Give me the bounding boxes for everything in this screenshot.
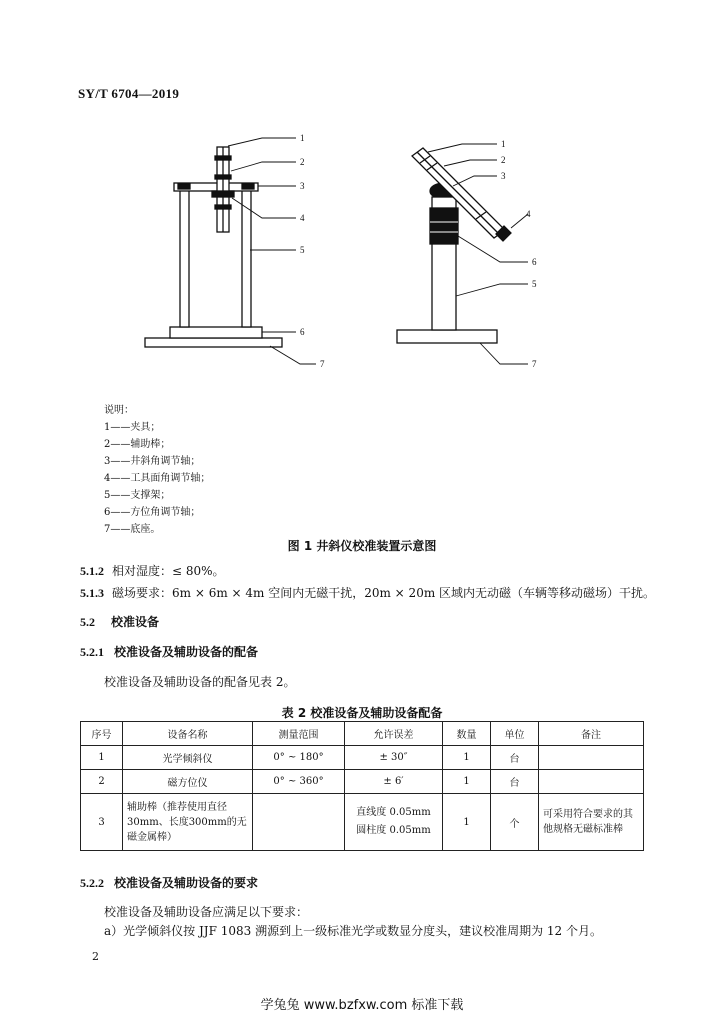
header-range: 测量范围 — [253, 722, 345, 746]
footer-watermark-text: 学兔兔 www.bzfxw.com 标准下载 — [260, 998, 464, 1013]
cell-note — [539, 770, 644, 794]
legend-item: 2——辅助棒； — [104, 439, 171, 450]
right-callout-numbers — [501, 139, 537, 369]
table-header-row — [81, 722, 644, 746]
paragraph-table-reference: 校准设备及辅助设备的配备见表 2。 — [104, 675, 296, 689]
cell-note — [539, 746, 644, 770]
cell-qty: 1 — [443, 794, 491, 851]
cell-error: ± 6′ — [345, 770, 443, 794]
cell-range — [253, 794, 345, 851]
table-caption: 表 2 校准设备及辅助设备配备 — [281, 706, 443, 720]
clause-5-1-2 — [80, 562, 225, 579]
header-qty: 数量 — [443, 722, 491, 746]
callout-right-3: 3 — [501, 171, 506, 181]
cell-error: ± 30″ — [345, 746, 443, 770]
right-device-drawing — [397, 148, 511, 343]
cell-unit: 台 — [491, 770, 539, 794]
cell-range: 0° ~ 180° — [253, 746, 345, 770]
section-title: 校准设备 — [111, 615, 160, 629]
section-5-2-1-heading — [80, 643, 258, 660]
cell-name: 辅助棒（推荐使用直径30mm、长度300mm的无磁金属棒） — [123, 794, 253, 851]
callout-right-2: 2 — [501, 155, 506, 165]
left-device-drawing — [145, 147, 282, 347]
callout-right-7: 7 — [532, 359, 537, 369]
list-item-a: a）光学倾斜仪按 JJF 1083 溯源到上一级标准光学或数显分度头，建议校准周期为 12 个月。 — [104, 924, 602, 938]
header-error: 允许误差 — [345, 722, 443, 746]
legend-item: 7——底座。 — [104, 524, 161, 535]
legend-item: 5——支撑架； — [104, 490, 171, 501]
left-callout-numbers — [300, 133, 325, 369]
section-number: 5.2.2 — [80, 876, 104, 890]
section-number: 5.2 — [80, 615, 95, 629]
callout-left-6: 6 — [300, 327, 305, 337]
section-title: 校准设备及辅助设备的要求 — [114, 876, 259, 890]
header-no: 序号 — [81, 722, 123, 746]
callout-left-4: 4 — [300, 213, 305, 223]
figure-caption: 图 1 井斜仪校准装置示意图 — [287, 539, 437, 553]
section-5-2-2-heading — [80, 874, 258, 891]
callout-right-5: 5 — [532, 279, 537, 289]
legend-item: 1——夹具； — [104, 422, 161, 433]
cell-name: 磁方位仪 — [123, 770, 253, 794]
cell-no: 1 — [81, 746, 123, 770]
clause-text: 磁场要求：6m × 6m × 4m 空间内无磁干扰，20m × 20m 区域内无动磁（车辆等移动磁场）干扰。 — [112, 586, 656, 600]
cell-no: 2 — [81, 770, 123, 794]
paragraph-requirements: 校准设备及辅助设备应满足以下要求： — [104, 905, 309, 919]
error-cylindricity: 圆柱度 0.05mm — [356, 825, 431, 836]
table-row — [81, 794, 644, 851]
legend-item: 4——工具面角调节轴； — [104, 473, 211, 484]
cell-no: 3 — [81, 794, 123, 851]
clause-text: 相对湿度：≤ 80%。 — [112, 564, 225, 578]
clause-number: 5.1.2 — [80, 564, 104, 578]
cell-qty: 1 — [443, 746, 491, 770]
callout-left-7: 7 — [320, 359, 325, 369]
section-5-2-heading — [80, 613, 159, 630]
legend-title: 说明： — [104, 405, 134, 416]
equipment-table — [80, 721, 644, 851]
callout-left-3: 3 — [300, 181, 305, 191]
section-number: 5.2.1 — [80, 645, 104, 659]
callout-right-4: 4 — [526, 209, 531, 219]
cell-note: 可采用符合要求的其他规格无磁标准棒 — [539, 794, 644, 851]
figure-legend — [104, 402, 210, 538]
callout-left-1: 1 — [300, 133, 305, 143]
table-row — [81, 746, 644, 770]
clause-number: 5.1.3 — [80, 586, 104, 600]
header-note: 备注 — [539, 722, 644, 746]
standard-code: SY/T 6704—2019 — [78, 86, 180, 101]
legend-item: 3——井斜角调节轴； — [104, 456, 201, 467]
page-number: 2 — [92, 950, 99, 963]
clause-5-1-3 — [80, 584, 655, 601]
table-row — [81, 770, 644, 794]
callout-left-5: 5 — [300, 245, 305, 255]
error-straightness: 直线度 0.05mm — [356, 807, 431, 818]
cell-range: 0° ~ 360° — [253, 770, 345, 794]
header-name: 设备名称 — [123, 722, 253, 746]
cell-unit: 台 — [491, 746, 539, 770]
cell-name: 光学倾斜仪 — [123, 746, 253, 770]
cell-unit: 个 — [491, 794, 539, 851]
header-unit: 单位 — [491, 722, 539, 746]
cell-error — [345, 794, 443, 851]
legend-item: 6——方位角调节轴； — [104, 507, 201, 518]
callout-right-1: 1 — [501, 139, 506, 149]
callout-left-2: 2 — [300, 157, 305, 167]
cell-qty: 1 — [443, 770, 491, 794]
callout-right-6: 6 — [532, 257, 537, 267]
calibration-device-figure — [0, 0, 724, 380]
section-title: 校准设备及辅助设备的配备 — [114, 645, 259, 659]
